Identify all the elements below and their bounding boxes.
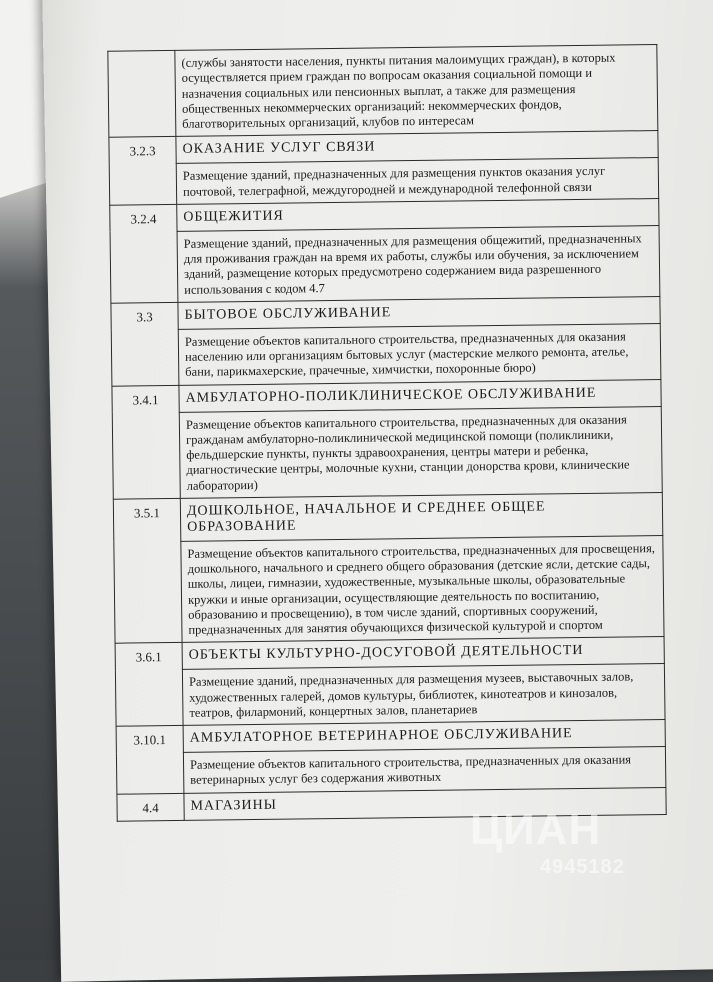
- watermark-id: 4945182: [540, 856, 625, 878]
- table-row: [113, 492, 662, 542]
- row-description: Размещение зданий, предназначенных для размещения общежитий, предназначенных для проживания граждан на время их работы, службы или обучения, за исключением зданий, размещение которых предусмотрено содержанием вида разрешенного использования с кодом 4.7: [177, 225, 660, 302]
- row-code: 4.4: [117, 793, 184, 821]
- row-description: Размещение объектов капитального строительства, предназначенных для оказания гражданам амбулаторно-поликлинической медицинской помощи (поликлиники, фельдшерские пункты, пункты здравоохранения, центры матери и ребенка, диагностические центры, молочные кухни, станции донорства крови, клинические лаборатории): [179, 406, 662, 498]
- row-title: БЫТОВОЕ ОБСЛУЖИВАНИЕ: [178, 296, 660, 329]
- row-title: ОБЪЕКТЫ КУЛЬТУРНО-ДОСУГОВОЙ ДЕЯТЕЛЬНОСТИ: [182, 637, 664, 670]
- row-title: ОКАЗАНИЕ УСЛУГ СВЯЗИ: [176, 131, 658, 164]
- table-row: [109, 158, 658, 205]
- table-row: [116, 746, 665, 793]
- row-description: (службы занятости населения, пункты питания малоимущих граждан), в которых осуществляется прием граждан по вопросам оказания социальной помощи и назначения социальных или пенсионных выплат, а также для размещения общественных некоммерческих организаций: некоммерческих фондов, благотворительных организаций, клубов по интересам: [175, 45, 658, 137]
- row-description: Размещение зданий, предназначенных для размещения пунктов оказания услуг почтовой, телеграфной, междугородней и международной телефонной связи: [176, 158, 658, 204]
- row-title: АМБУЛАТОРНОЕ ВЕТЕРИНАРНОЕ ОБСЛУЖИВАНИЕ: [183, 719, 665, 752]
- row-title: МАГАЗИНЫ: [184, 787, 666, 820]
- table-row: [112, 406, 662, 499]
- row-code: 3.2.4: [110, 204, 178, 303]
- land-use-table: [107, 44, 666, 821]
- table-row: [108, 45, 658, 138]
- row-code: 3.5.1: [113, 498, 182, 643]
- row-description: Размещение зданий, предназначенных для размещения музеев, выставочных залов, художественных галерей, домов культуры, библиотек, кинотеатров и кинозалов, театров, филармоний, концертных залов, планетариев: [182, 664, 665, 726]
- row-code: 3.10.1: [116, 725, 184, 793]
- document-page: [42, 0, 713, 982]
- table-row: [114, 535, 664, 643]
- row-description: Размещение объектов капитального строительства, предназначенных для оказания населению или организациям бытовых услуг (мастерские мелкого ремонта, ателье, бани, парикмахерские, прачечные, химчистки, похоронные бюро): [178, 323, 661, 385]
- row-description: Размещение объектов капитального строительства, предназначенных для оказания ветеринарных услуг без содержания животных: [183, 746, 665, 792]
- row-code: 3.3: [111, 302, 179, 386]
- row-code: 3.2.3: [109, 137, 177, 205]
- row-title: ДОШКОЛЬНОЕ, НАЧАЛЬНОЕ И СРЕДНЕЕ ОБЩЕЕ ОБРАЗОВАНИЕ: [180, 492, 662, 541]
- watermark-logo: ЦИАН: [470, 805, 602, 854]
- row-description: Размещение объектов капитального строительства, предназначенных для просвещения, дошкольного, начального и среднего общего образования (детские ясли, детские сады, школы, лицеи, гимназии, художественные, музыкальные школы, образовательные кружки и иные организации, осуществляющие деятельность по воспитанию, образованию и просвещению), в том числе зданий, спортивных сооружений, предназначенных для занятия обучающихся физической культурой и спортом: [181, 535, 664, 642]
- row-code: 3.4.1: [112, 385, 180, 499]
- row-title: ОБЩЕЖИТИЯ: [177, 198, 659, 231]
- table-row: [115, 664, 665, 726]
- row-code: [108, 50, 176, 137]
- row-title: АМБУЛАТОРНО-ПОЛИКЛИНИЧЕСКОЕ ОБСЛУЖИВАНИЕ: [179, 379, 661, 412]
- row-code: 3.6.1: [115, 643, 183, 727]
- table-row: [110, 225, 660, 303]
- table-row: [111, 323, 661, 385]
